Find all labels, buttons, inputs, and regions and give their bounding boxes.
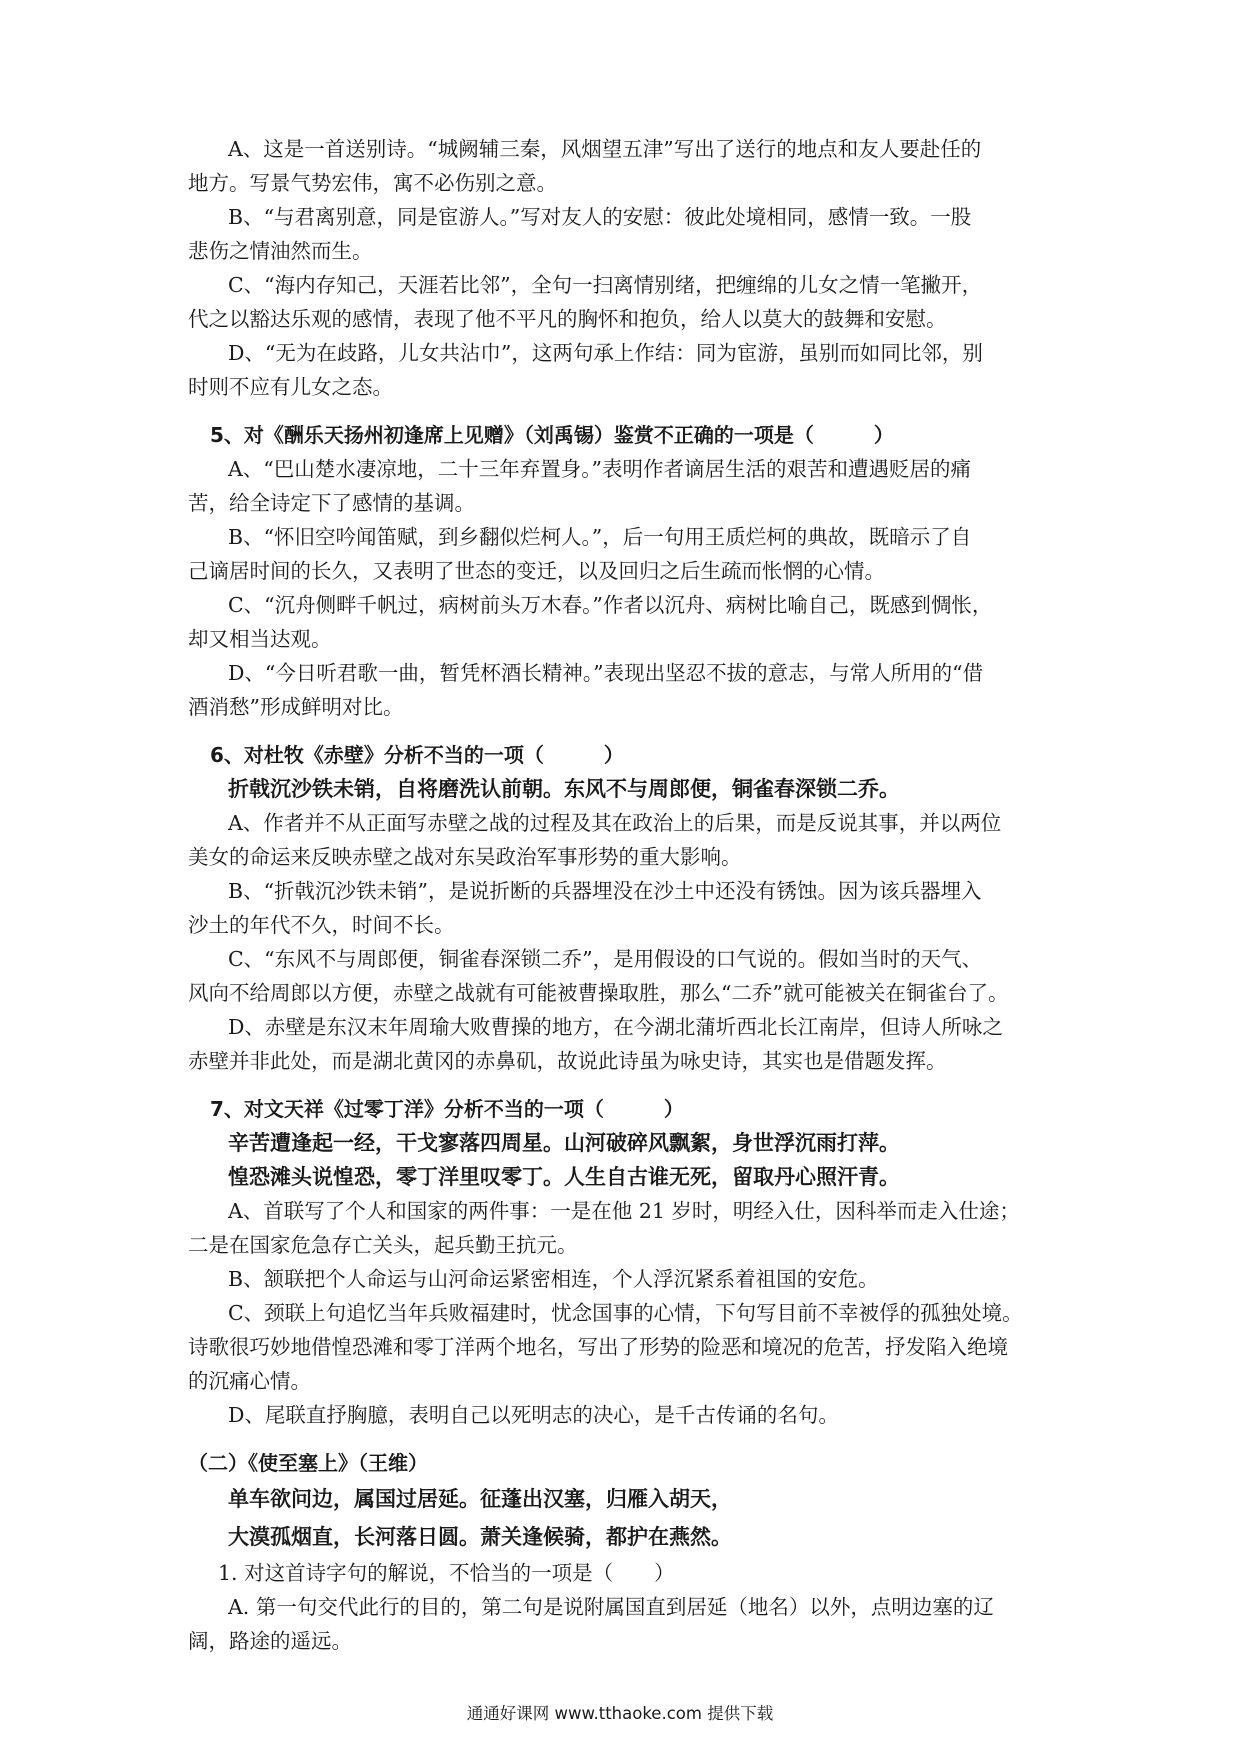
- section2-poem-line2: 大漠孤烟直，长河落日圆。萧关逢候骑，都护在燕然。: [228, 1525, 732, 1549]
- q6-poem: 折戟沉沙铁未销，自将磨洗认前朝。东风不与周郎便，铜雀春深锁二乔。: [228, 777, 900, 801]
- section2-question1: 1. 对这首诗字句的解说，不恰当的一项是（ ）: [218, 1561, 675, 1585]
- q5-option-b-line1: B、“怀旧空吟闻笛赋，到乡翻似烂柯人。”，后一句用王质烂柯的典故，既暗示了自: [228, 525, 972, 549]
- q6-option-c-line2: 风向不给周郎以方便，赤壁之战就有可能被曹操取胜，那么“二乔”就可能被关在铜雀台了。: [188, 981, 1009, 1005]
- q6-title: 6、对杜牧《赤壁》分析不当的一项（ ）: [210, 743, 624, 767]
- q6-option-b-line1: B、“折戟沉沙铁未销”，是说折断的兵器埋没在沙土中还没有锈蚀。因为该兵器埋入: [228, 879, 982, 903]
- q6-option-d-line1: D、赤壁是东汉末年周瑜大败曹操的地方，在今湖北蒲圻西北长江南岸，但诗人所咏之: [228, 1015, 1003, 1039]
- section2-title: （二）《使至塞上》（王维）: [188, 1451, 428, 1475]
- q4-option-b-line2: 悲伤之情油然而生。: [188, 239, 373, 263]
- q4-option-a-line1: A、这是一首送别诗。“城阙辅三秦，风烟望五津”写出了送行的地点和友人要赴任的: [228, 137, 982, 161]
- section2-option-a-line2: 阔，路途的遥远。: [188, 1629, 352, 1653]
- q7-poem-line2: 惶恐滩头说惶恐，零丁洋里叹零丁。人生自古谁无死，留取丹心照汗青。: [228, 1165, 900, 1189]
- q5-option-b-line2: 己谪居时间的长久，又表明了世态的变迁，以及回归之后生疏而怅惘的心情。: [188, 559, 885, 583]
- q7-option-d-line1: D、尾联直抒胸臆，表明自己以死明志的决心，是千古传诵的名句。: [228, 1403, 839, 1427]
- q4-option-d-line2: 时则不应有儿女之态。: [188, 375, 393, 399]
- q7-option-c-line2: 诗歌很巧妙地借惶恐滩和零丁洋两个地名，写出了形势的险恶和境况的危苦，抒发陷入绝境: [188, 1335, 1008, 1359]
- q5-option-c-line1: C、“沉舟侧畔千帆过，病树前头万木春。”作者以沉舟、病树比喻自己，既感到惆怅，: [228, 593, 993, 617]
- q5-title: 5、对《酬乐天扬州初逢席上见赠》（刘禹锡）鉴赏不正确的一项是（ ）: [210, 423, 894, 447]
- q5-option-a-line1: A、“巴山楚水凄凉地，二十三年弃置身。”表明作者谪居生活的艰苦和遭遇贬居的痛: [228, 457, 972, 481]
- page-footer: 通通好课网 www.tthaoke.com 提供下载: [466, 1704, 774, 1723]
- q7-option-a-line2: 二是在国家危急存亡关头，起兵勤王抗元。: [188, 1233, 578, 1257]
- q7-title: 7、对文天祥《过零丁洋》分析不当的一项（ ）: [210, 1097, 684, 1121]
- q5-option-a-line2: 苦，给全诗定下了感情的基调。: [188, 491, 475, 515]
- q6-option-d-line2: 赤壁并非此处，而是湖北黄冈的赤鼻矶，故说此诗虽为咏史诗，其实也是借题发挥。: [188, 1049, 947, 1073]
- q6-option-a-line2: 美女的命运来反映赤壁之战对东吴政治军事形势的重大影响。: [188, 845, 742, 869]
- q7-option-c-line1: C、颈联上句追忆当年兵败福建时，忧念国事的心情，下句写目前不幸被俘的孤独处境。: [228, 1301, 1023, 1325]
- q4-option-c-line1: C、“海内存知己，天涯若比邻”，全句一扫离情别绪，把缠绵的儿女之情一笔撇开，: [228, 273, 983, 297]
- q5-option-d-line2: 酒消愁”形成鲜明对比。: [188, 695, 404, 719]
- q4-option-c-line2: 代之以豁达乐观的感情，表现了他不平凡的胸怀和抱负，给人以莫大的鼓舞和安慰。: [188, 307, 947, 331]
- q5-option-d-line1: D、“今日听君歌一曲，暂凭杯酒长精神。”表现出坚忍不拔的意志，与常人所用的“借: [228, 661, 984, 685]
- q4-option-d-line1: D、“无为在歧路，儿女共沾巾”，这两句承上作结：同为宦游，虽别而如同比邻，别: [228, 341, 983, 365]
- q6-option-a-line1: A、作者并不从正面写赤壁之战的过程及其在政治上的后果，而是反说其事，并以两位: [228, 811, 1002, 835]
- q7-option-c-line3: 的沉痛心情。: [188, 1369, 311, 1393]
- q7-option-a-line1: A、首联写了个人和国家的两件事：一是在他 21 岁时，明经入仕，因科举而走入仕途；: [228, 1199, 1020, 1223]
- q6-option-c-line1: C、“东风不与周郎便，铜雀春深锁二乔”，是用假设的口气说的。假如当时的天气、: [228, 947, 983, 971]
- q6-option-b-line2: 沙土的年代不久，时间不长。: [188, 913, 455, 937]
- q4-option-a-line2: 地方。写景气势宏伟，寓不必伤别之意。: [188, 171, 557, 195]
- q7-poem-line1: 辛苦遭逢起一经，干戈寥落四周星。山河破碎风飘絮，身世浮沉雨打萍。: [228, 1131, 900, 1155]
- q4-option-b-line1: B、“与君离别意，同是宦游人。”写对友人的安慰：彼此处境相同，感情一致。一股: [228, 205, 972, 229]
- section2-poem-line1: 单车欲问边，属国过居延。征蓬出汉塞，归雁入胡天，: [228, 1487, 732, 1511]
- q5-option-c-line2: 却又相当达观。: [188, 627, 332, 651]
- section2-option-a-line1: A. 第一句交代此行的目的，第二句是说附属国直到居延（地名）以外，点明边塞的辽: [228, 1595, 994, 1619]
- q7-option-b-line1: B、颔联把个人命运与山河命运紧密相连，个人浮沉紧系着祖国的安危。: [228, 1267, 879, 1291]
